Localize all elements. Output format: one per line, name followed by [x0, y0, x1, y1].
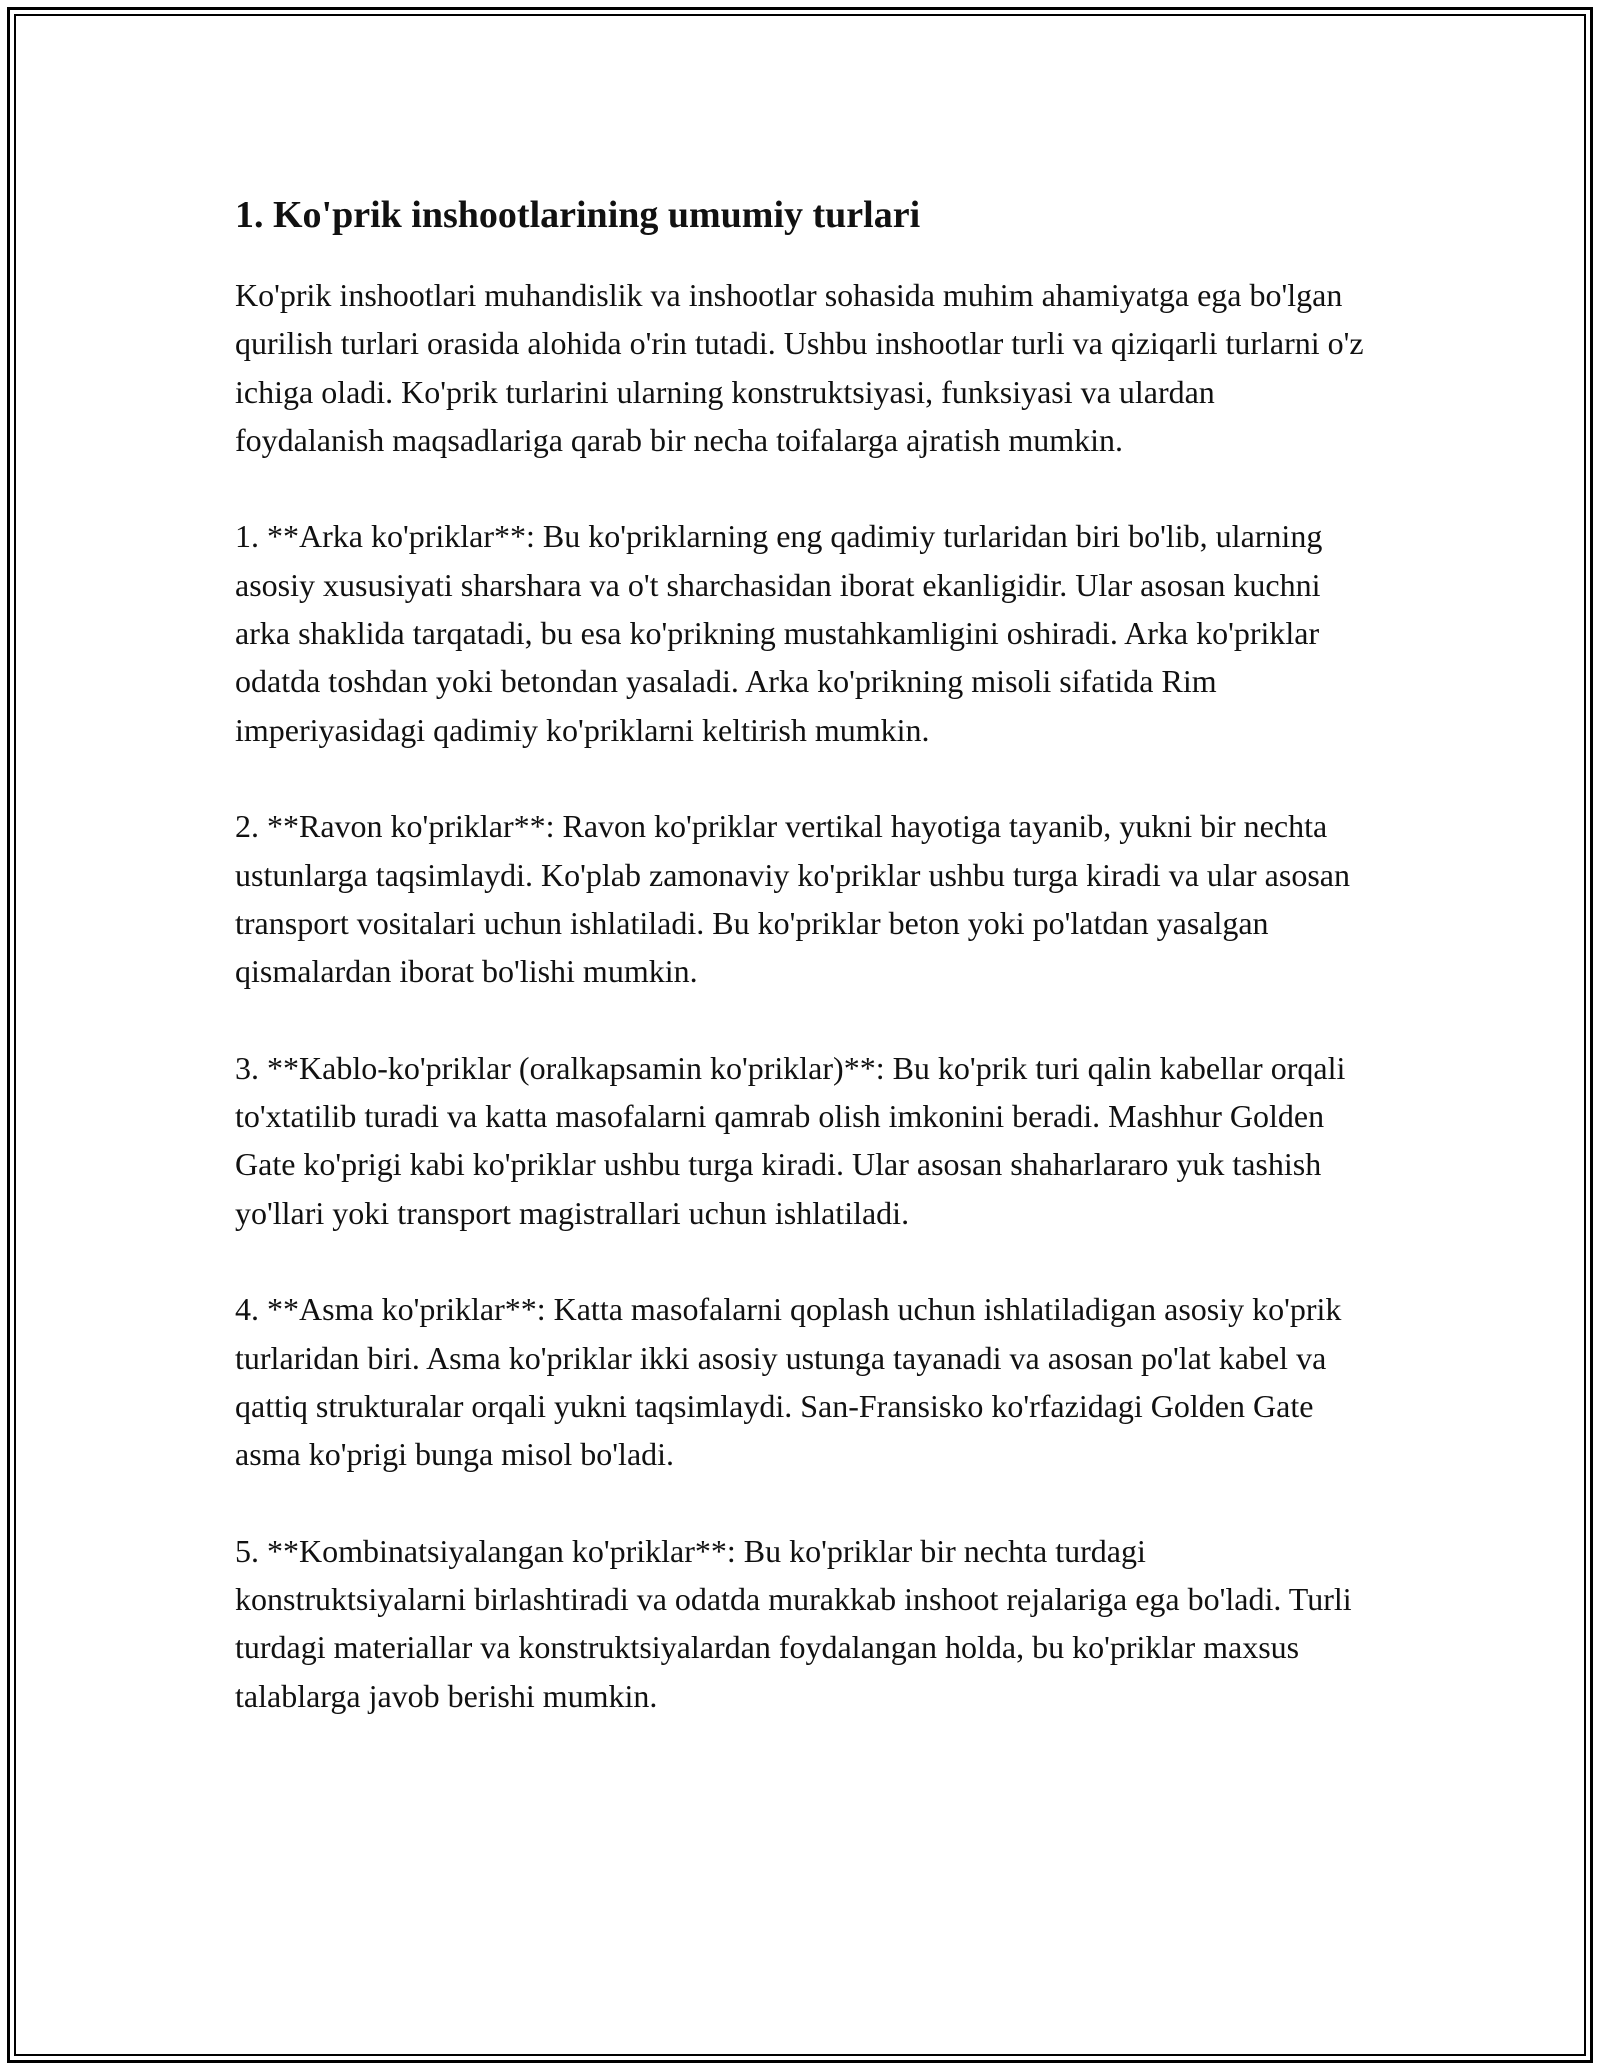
paragraph-arch-bridges: 1. **Arka ko'priklar**: Bu ko'priklarning eng qadimiy turlaridan biri bo'lib, ularning asosiy xususiyati sharshara va o't sharchasidan iborat ekanligidir. Ular asosan kuchni arka shaklida tarqatadi, bu esa ko'prikning mustahkamligini oshiradi. Arka ko'priklar odatda toshdan yoki betondan yasaladi. Arka ko'prikning misoli sifatida Rim imperiyasidagi qadimiy ko'priklarni keltirish mumkin. [235, 518, 1323, 748]
intro-paragraph: Ko'prik inshootlari muhandislik va inshootlar sohasida muhim ahamiyatga ega bo'lgan qurilish turlari orasida alohida o'rin tutadi. Ushbu inshootlar turli va qiziqarli turlarni o'z ichiga oladi. Ko'prik turlarini ularning konstruktsiyasi, funksiyasi va ulardan foydalanish maqsadlariga qarab bir necha toifalarga ajratish mumkin. [235, 277, 1364, 458]
document-body [235, 185, 1365, 1720]
section-heading: 1. Ko'prik inshootlarining umumiy turlari [235, 194, 921, 236]
paragraph-combined-bridges: 5. **Kombinatsiyalangan ko'priklar**: Bu ko'priklar bir nechta turdagi konstruktsiyalarni birlashtiradi va odatda murakkab inshoot rejalariga ega bo'ladi. Turli turdagi materiallar va konstruktsiyalardan foydalangan holda, bu ko'priklar maxsus talablarga javob berishi mumkin. [235, 1532, 1352, 1714]
paragraph-beam-bridges: 2. **Ravon ko'priklar**: Ravon ko'priklar vertikal hayotiga tayanib, yukni bir nechta ustunlarga taqsimlaydi. Ko'plab zamonaviy ko'priklar ushbu turga kiradi va ular asosan transport vositalari uchun ishlatiladi. Bu ko'priklar beton yoki po'latdan yasalgan qismalardan iborat bo'lishi mumkin. [235, 808, 1350, 990]
paragraph-cable-bridges: 3. **Kablo-ko'priklar (oralkapsamin ko'priklar)**: Bu ko'prik turi qalin kabellar orqali to'xtatilib turadi va katta masofalarni qamrab olish imkonini beradi. Mashhur Golden Gate ko'prigi kabi ko'priklar ushbu turga kiradi. Ular asosan shaharlararo yuk tashish yo'llari yoki transport magistrallari uchun ishlatiladi. [235, 1049, 1346, 1231]
paragraph-suspension-bridges: 4. **Asma ko'priklar**: Katta masofalarni qoplash uchun ishlatiladigan asosiy ko'prik turlaridan biri. Asma ko'priklar ikki asosiy ustunga tayanadi va asosan po'lat kabel va qattiq strukturalar orqali yukni taqsimlaydi. San-Fransisko ko'rfazidagi Golden Gate asma ko'prigi bunga misol bo'ladi. [235, 1291, 1342, 1473]
